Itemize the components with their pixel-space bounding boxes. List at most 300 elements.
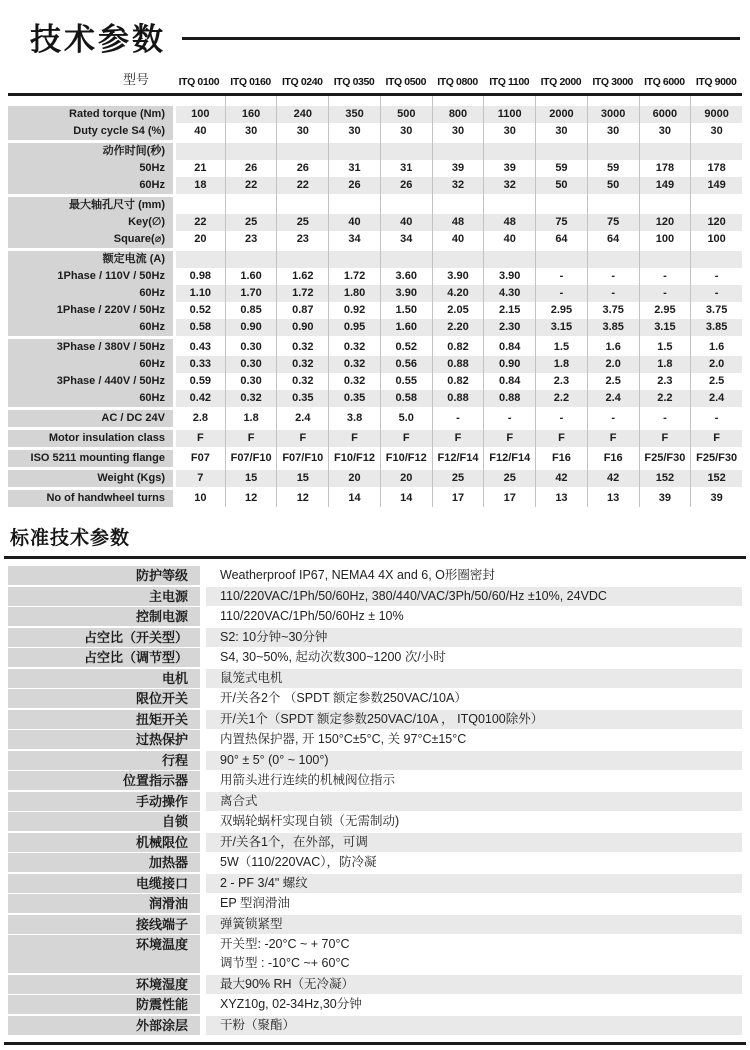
spec-cell: 0.92 xyxy=(328,302,380,319)
standard-row-value: EP 型润滑油 xyxy=(220,896,290,910)
spec-cell: 25 xyxy=(225,214,277,231)
spec-cell: 17 xyxy=(483,490,535,507)
spec-cell xyxy=(328,143,380,160)
spec-cell: 64 xyxy=(535,231,587,248)
spec-cell: 100 xyxy=(173,106,225,123)
spec-row xyxy=(8,143,742,160)
spec-row xyxy=(8,251,742,268)
spec-row xyxy=(8,450,742,467)
page-title: 技术参数 xyxy=(30,22,166,57)
spec-cell: 2.3 xyxy=(535,373,587,390)
spec-cell: 2000 xyxy=(535,106,587,123)
standard-row-value: 干粉（聚酯） xyxy=(206,1016,742,1035)
spec-row xyxy=(8,160,742,177)
standard-row-label: 行程 xyxy=(8,751,200,770)
standard-row-value: S4, 30~50%, 起动次数300~1200 次/小时 xyxy=(220,650,446,664)
spec-cell: F xyxy=(225,430,277,447)
spec-cell: 2.0 xyxy=(690,356,742,373)
spec-cell: 13 xyxy=(587,490,639,507)
model-header: ITQ 0800 xyxy=(437,76,478,88)
spec-row-label: 60Hz xyxy=(8,390,173,407)
spec-cell: 120 xyxy=(690,214,742,231)
spec-cell: - xyxy=(639,285,691,302)
spec-cell: 42 xyxy=(535,470,587,487)
spec-cell: 20 xyxy=(173,231,225,248)
standard-row-label: 占空比（开关型） xyxy=(8,628,200,647)
standard-row-value: 5W（110/220VAC），防冷凝 xyxy=(220,855,377,869)
spec-cell: 15 xyxy=(276,470,328,487)
spec-cell: 1.60 xyxy=(380,319,432,336)
title-row xyxy=(0,0,750,59)
spec-cell: 23 xyxy=(276,231,328,248)
spec-cell: 3.85 xyxy=(587,319,639,336)
standard-row-value: 110/220VAC/1Ph/50/60Hz ± 10% xyxy=(220,609,404,623)
spec-cell xyxy=(225,251,277,268)
spec-row-label: 1Phase / 110V / 50Hz xyxy=(8,268,173,285)
spec-cell: F07/F10 xyxy=(225,450,277,467)
standard-row xyxy=(8,628,742,647)
spec-cell: 14 xyxy=(328,490,380,507)
spec-cell: 0.56 xyxy=(380,356,432,373)
spec-row-label: 60Hz xyxy=(8,356,173,373)
spec-cell: 0.32 xyxy=(328,356,380,373)
spec-cell: 2.2 xyxy=(639,390,691,407)
standard-row xyxy=(8,975,742,994)
spec-cell: 2.95 xyxy=(639,302,691,319)
spec-cell: 30 xyxy=(276,123,328,140)
standard-row-value: 鼠笼式电机 xyxy=(206,669,742,688)
spec-cell: 350 xyxy=(328,106,380,123)
spec-cell: 23 xyxy=(225,231,277,248)
spec-cell: 1.8 xyxy=(225,410,277,427)
spec-cell: 26 xyxy=(276,160,328,177)
spec-table-body xyxy=(8,96,742,507)
model-header: ITQ 0160 xyxy=(230,76,271,88)
spec-cell: 30 xyxy=(328,123,380,140)
spec-cell: 0.32 xyxy=(328,339,380,356)
spec-cell: 3.90 xyxy=(380,285,432,302)
model-header: ITQ 6000 xyxy=(644,76,685,88)
spec-row-label: Rated torque (Nm) xyxy=(8,106,173,123)
spec-cell: 1.6 xyxy=(690,339,742,356)
spec-row xyxy=(8,231,742,248)
spec-cell: 120 xyxy=(639,214,691,231)
spec-cell xyxy=(432,143,484,160)
standard-row-label: 防护等级 xyxy=(8,566,200,585)
spec-cell: 21 xyxy=(173,160,225,177)
spec-cell xyxy=(587,143,639,160)
spec-cell: F xyxy=(587,430,639,447)
spec-cell: 149 xyxy=(639,177,691,194)
spec-cell: 34 xyxy=(380,231,432,248)
spec-cell: 2.15 xyxy=(483,302,535,319)
spec-row xyxy=(8,268,742,285)
spec-cell: 40 xyxy=(483,231,535,248)
spec-cell: 1.60 xyxy=(225,268,277,285)
standard-row-value: 开/关1个（SPDT 额定参数250VAC/10A ， ITQ0100除外） xyxy=(206,710,742,729)
spec-cell: 22 xyxy=(276,177,328,194)
spec-cell: 14 xyxy=(380,490,432,507)
model-header: ITQ 0350 xyxy=(333,76,375,88)
spec-cell: 30 xyxy=(380,123,432,140)
model-header: ITQ 1100 xyxy=(489,76,530,88)
spec-spacer-row xyxy=(8,96,742,106)
spec-cell: 1100 xyxy=(483,106,535,123)
spec-cell: 26 xyxy=(225,160,277,177)
spec-cell: 0.98 xyxy=(173,268,225,285)
spec-cell: 1.72 xyxy=(276,285,328,302)
spec-cell xyxy=(276,143,328,160)
standard-row-label: 占空比（调节型） xyxy=(8,648,200,667)
spec-cell: 40 xyxy=(380,214,432,231)
spec-cell: 39 xyxy=(690,490,742,507)
standard-row-value: 开关型: -20°C ~ + 70°C 调节型 : -10°C ~+ 60°C xyxy=(220,937,350,970)
spec-row-label: 额定电流 (A) xyxy=(8,251,173,268)
spec-cell xyxy=(483,197,535,214)
spec-cell: F xyxy=(276,430,328,447)
spec-cell xyxy=(639,197,691,214)
spec-cell: 20 xyxy=(380,470,432,487)
spec-cell: F25/F30 xyxy=(690,450,742,467)
spec-cell: 0.59 xyxy=(173,373,225,390)
spec-row-label: 60Hz xyxy=(8,177,173,194)
standard-row xyxy=(8,995,742,1014)
spec-cell: - xyxy=(535,268,587,285)
standard-row xyxy=(8,771,742,790)
spec-cell: 0.84 xyxy=(483,339,535,356)
spec-cell xyxy=(380,143,432,160)
spec-table xyxy=(8,69,742,507)
spec-cell: 2.05 xyxy=(432,302,484,319)
standard-row-value: 弹簧锁紧型 xyxy=(206,915,742,934)
spec-cell: 22 xyxy=(173,214,225,231)
spec-cell: 75 xyxy=(535,214,587,231)
spec-cell: 3.60 xyxy=(380,268,432,285)
spec-row-label: Duty cycle S4 (%) xyxy=(8,123,173,140)
spec-cell: F xyxy=(432,430,484,447)
spec-row xyxy=(8,470,742,487)
spec-cell: 0.87 xyxy=(276,302,328,319)
standard-row xyxy=(8,935,742,973)
spec-cell: 2.4 xyxy=(587,390,639,407)
spec-cell: 17 xyxy=(432,490,484,507)
standard-row-label: 自锁 xyxy=(8,812,200,831)
spec-cell: 1.8 xyxy=(639,356,691,373)
spec-cell: 1.5 xyxy=(639,339,691,356)
model-header: ITQ 0240 xyxy=(282,76,323,88)
spec-row-label: 最大轴孔尺寸 (mm) xyxy=(8,197,173,214)
spec-cell: 0.30 xyxy=(225,373,277,390)
standard-row-value: XYZ10g, 02-34Hz,30分钟 xyxy=(220,997,362,1011)
spec-cell xyxy=(690,251,742,268)
model-header: ITQ 0100 xyxy=(178,76,220,88)
model-header: ITQ 0500 xyxy=(385,76,427,88)
spec-cell: 3.90 xyxy=(483,268,535,285)
standard-row-value: 离合式 xyxy=(206,792,742,811)
spec-cell xyxy=(483,251,535,268)
spec-cell: 0.84 xyxy=(483,373,535,390)
spec-cell: 2.3 xyxy=(639,373,691,390)
spec-cell: 3.15 xyxy=(639,319,691,336)
spec-cell: 30 xyxy=(432,123,484,140)
standard-row-label: 加热器 xyxy=(8,853,200,872)
spec-cell: - xyxy=(535,285,587,302)
standard-row-label: 接线端子 xyxy=(8,915,200,934)
spec-cell: 30 xyxy=(225,123,277,140)
spec-cell: 30 xyxy=(483,123,535,140)
standard-row-label: 外部涂层 xyxy=(8,1016,200,1035)
spec-cell: - xyxy=(639,410,691,427)
standard-row xyxy=(8,915,742,934)
spec-cell: 15 xyxy=(225,470,277,487)
spec-cell: F07 xyxy=(173,450,225,467)
spec-cell xyxy=(587,251,639,268)
spec-cell: 800 xyxy=(432,106,484,123)
standard-row-value: 内置热保护器, 开 150°C±5°C, 关 97°C±15°C xyxy=(220,732,467,746)
spec-cell: - xyxy=(483,410,535,427)
spec-cell: 2.8 xyxy=(173,410,225,427)
spec-cell: - xyxy=(639,268,691,285)
model-header: ITQ 3000 xyxy=(592,76,633,88)
bottom-rule xyxy=(4,1042,746,1045)
spec-row xyxy=(8,373,742,390)
section-title-rule xyxy=(4,556,746,559)
spec-cell: 0.95 xyxy=(328,319,380,336)
spec-cell: 178 xyxy=(690,160,742,177)
spec-cell xyxy=(535,251,587,268)
spec-cell: 0.32 xyxy=(276,373,328,390)
spec-cell: 39 xyxy=(432,160,484,177)
spec-row xyxy=(8,390,742,407)
spec-cell: 18 xyxy=(173,177,225,194)
spec-row-label: 动作时间(秒) xyxy=(8,143,173,160)
spec-cell: 4.30 xyxy=(483,285,535,302)
spec-cell xyxy=(380,251,432,268)
spec-cell: 59 xyxy=(587,160,639,177)
standard-row-label: 手动操作 xyxy=(8,792,200,811)
spec-cell: 2.2 xyxy=(535,390,587,407)
spec-cell: 100 xyxy=(639,231,691,248)
standard-row xyxy=(8,812,742,831)
standard-row-label: 防震性能 xyxy=(8,995,200,1014)
spec-cell: 32 xyxy=(432,177,484,194)
spec-cell: 3.8 xyxy=(328,410,380,427)
spec-cell: 2.30 xyxy=(483,319,535,336)
spec-row xyxy=(8,302,742,319)
standard-row xyxy=(8,689,742,708)
spec-cell: F xyxy=(639,430,691,447)
standard-row xyxy=(8,894,742,913)
spec-cell: 22 xyxy=(225,177,277,194)
spec-row xyxy=(8,285,742,302)
standard-row-label: 润滑油 xyxy=(8,894,200,913)
spec-row-label: 1Phase / 220V / 50Hz xyxy=(8,302,173,319)
spec-cell: 1.5 xyxy=(535,339,587,356)
standard-row-value: 开/关各2个 （SPDT 额定参数250VAC/10A） xyxy=(220,691,467,705)
spec-cell: 100 xyxy=(690,231,742,248)
spec-cell: F xyxy=(690,430,742,447)
spec-cell: 240 xyxy=(276,106,328,123)
standard-row xyxy=(8,566,742,585)
standard-row-label: 位置指示器 xyxy=(8,771,200,790)
spec-cell: 0.58 xyxy=(173,319,225,336)
spec-cell: 12 xyxy=(276,490,328,507)
title-rule xyxy=(182,37,740,40)
spec-row-label: 50Hz xyxy=(8,160,173,177)
spec-cell: 25 xyxy=(483,470,535,487)
spec-row xyxy=(8,490,742,507)
standard-row-label: 扭矩开关 xyxy=(8,710,200,729)
standard-row xyxy=(8,853,742,872)
spec-cell: 3000 xyxy=(587,106,639,123)
spec-cell xyxy=(328,197,380,214)
standard-row-label: 限位开关 xyxy=(8,689,200,708)
spec-cell: 0.90 xyxy=(225,319,277,336)
standard-row-value: 2 - PF 3/4" 螺纹 xyxy=(206,874,742,893)
spec-cell: 0.35 xyxy=(276,390,328,407)
spec-cell: 2.20 xyxy=(432,319,484,336)
spec-cell: - xyxy=(535,410,587,427)
spec-cell: 2.4 xyxy=(690,390,742,407)
standard-row-label: 过热保护 xyxy=(8,730,200,749)
model-header: ITQ 9000 xyxy=(695,76,737,88)
spec-cell xyxy=(432,197,484,214)
spec-cell: 3.75 xyxy=(690,302,742,319)
spec-cell: 0.52 xyxy=(173,302,225,319)
spec-row xyxy=(8,356,742,373)
spec-cell: 30 xyxy=(690,123,742,140)
spec-cell: 12 xyxy=(225,490,277,507)
spec-cell: 0.32 xyxy=(225,390,277,407)
spec-cell xyxy=(225,197,277,214)
spec-cell: 152 xyxy=(639,470,691,487)
spec-cell: 1.70 xyxy=(225,285,277,302)
spec-cell: 9000 xyxy=(690,106,742,123)
standard-row-value: 双蜗轮蜗杆实现自锁（无需制动) xyxy=(220,814,400,828)
spec-cell: 0.88 xyxy=(483,390,535,407)
standard-row-value: 90° ± 5° (0° ~ 100°) xyxy=(206,751,742,770)
standard-row-label: 电机 xyxy=(8,669,200,688)
spec-cell: 7 xyxy=(173,470,225,487)
spec-cell: 75 xyxy=(587,214,639,231)
spec-row-label: 60Hz xyxy=(8,319,173,336)
spec-cell: - xyxy=(587,285,639,302)
standard-row xyxy=(8,730,742,749)
spec-cell: 0.32 xyxy=(328,373,380,390)
spec-row-label: Weight (Kgs) xyxy=(8,470,173,487)
spec-cell xyxy=(328,251,380,268)
spec-cell xyxy=(380,197,432,214)
standard-row-value: 用箭头进行连续的机械阀位指示 xyxy=(220,773,396,787)
spec-cell: 1.62 xyxy=(276,268,328,285)
standard-row-value: S2: 10分钟~30分钟 xyxy=(206,628,742,647)
spec-cell xyxy=(432,251,484,268)
spec-cell xyxy=(639,143,691,160)
standard-row-value: 110/220VAC/1Ph/50/60Hz, 380/440/VAC/3Ph/50/60/Hz ±10%, 24VDC xyxy=(206,587,742,606)
spec-row-label: Key(∅) xyxy=(8,214,173,231)
spec-cell: F07/F10 xyxy=(276,450,328,467)
spec-cell: 26 xyxy=(328,177,380,194)
standard-row-label: 控制电源 xyxy=(8,607,200,626)
spec-cell: 25 xyxy=(276,214,328,231)
spec-cell: 40 xyxy=(432,231,484,248)
spec-row xyxy=(8,177,742,194)
spec-cell: 0.43 xyxy=(173,339,225,356)
spec-cell: 6000 xyxy=(639,106,691,123)
spec-cell: 2.5 xyxy=(690,373,742,390)
standard-row xyxy=(8,710,742,729)
spec-cell xyxy=(483,143,535,160)
spec-cell: 152 xyxy=(690,470,742,487)
spec-cell: F xyxy=(535,430,587,447)
spec-cell: 39 xyxy=(639,490,691,507)
standard-row-label: 电缆接口 xyxy=(8,874,200,893)
spec-cell: F xyxy=(173,430,225,447)
spec-cell: 0.30 xyxy=(225,339,277,356)
spec-cell: 0.55 xyxy=(380,373,432,390)
spec-cell xyxy=(690,197,742,214)
spec-cell xyxy=(587,197,639,214)
standard-row xyxy=(8,792,742,811)
standard-row-label: 环境湿度 xyxy=(8,975,200,994)
spec-cell: 1.80 xyxy=(328,285,380,302)
spec-cell: 0.88 xyxy=(432,356,484,373)
spec-cell: - xyxy=(587,410,639,427)
spec-cell: - xyxy=(587,268,639,285)
spec-row xyxy=(8,197,742,214)
spec-cell: 25 xyxy=(432,470,484,487)
standard-row-label: 机械限位 xyxy=(8,833,200,852)
standard-table xyxy=(8,566,742,1035)
spec-row-label: No of handwheel turns xyxy=(8,490,173,507)
section-title: 标准技术参数 xyxy=(10,528,131,549)
standard-row-value: Weatherproof IP67, NEMA4 4X and 6, O形圈密封 xyxy=(220,568,495,582)
spec-cell xyxy=(225,143,277,160)
spec-cell: 42 xyxy=(587,470,639,487)
spec-cell xyxy=(173,251,225,268)
spec-cell: 32 xyxy=(483,177,535,194)
spec-cell: 0.88 xyxy=(432,390,484,407)
spec-cell: 30 xyxy=(587,123,639,140)
spec-cell: 4.20 xyxy=(432,285,484,302)
spec-cell: 59 xyxy=(535,160,587,177)
spec-cell: 13 xyxy=(535,490,587,507)
spec-cell: 50 xyxy=(587,177,639,194)
spec-cell: 0.52 xyxy=(380,339,432,356)
spec-cell: - xyxy=(690,410,742,427)
standard-row xyxy=(8,607,742,626)
spec-row-label: Motor insulation class xyxy=(8,430,173,447)
spec-row-label: 3Phase / 380V / 50Hz xyxy=(8,339,173,356)
spec-cell: F25/F30 xyxy=(639,450,691,467)
spec-cell: 31 xyxy=(380,160,432,177)
spec-row xyxy=(8,410,742,427)
standard-row xyxy=(8,648,742,667)
spec-cell: 3.75 xyxy=(587,302,639,319)
spec-cell: 2.95 xyxy=(535,302,587,319)
spec-cell xyxy=(535,143,587,160)
standard-row-label: 主电源 xyxy=(8,587,200,606)
spec-cell: 0.85 xyxy=(225,302,277,319)
spec-header-row xyxy=(8,69,742,93)
spec-cell xyxy=(535,197,587,214)
spec-cell: F12/F14 xyxy=(432,450,484,467)
spec-cell: 1.50 xyxy=(380,302,432,319)
spec-cell: F xyxy=(328,430,380,447)
spec-cell: 30 xyxy=(535,123,587,140)
spec-row xyxy=(8,106,742,123)
spec-cell: 0.35 xyxy=(328,390,380,407)
